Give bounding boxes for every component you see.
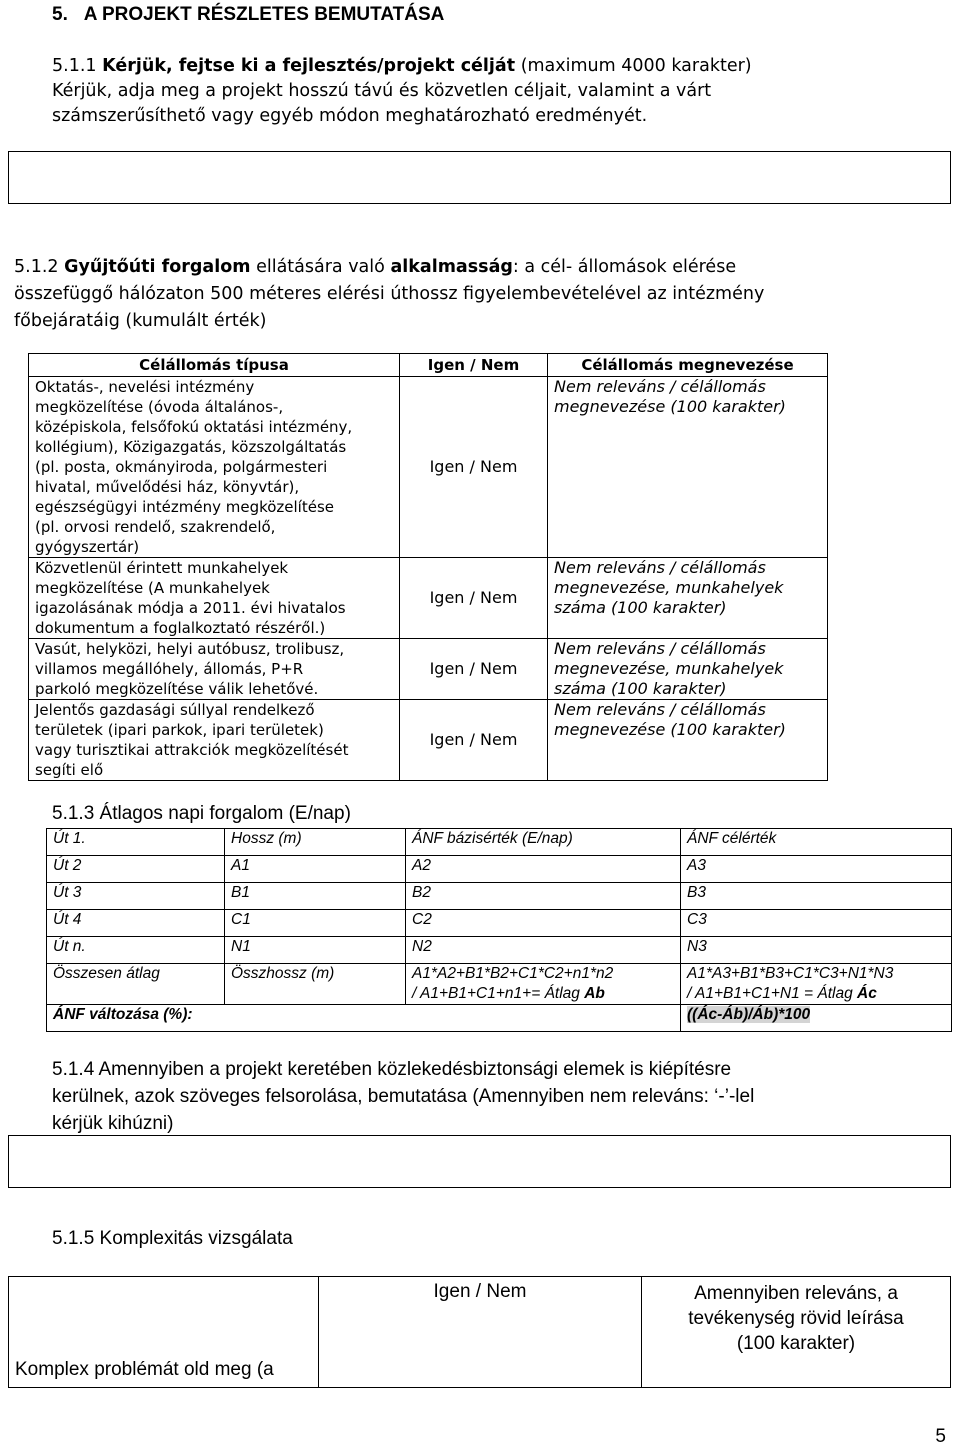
description-line: Amennyiben releváns, a — [694, 1283, 898, 1304]
table-row — [47, 937, 952, 964]
complexity-description[interactable] — [642, 1277, 951, 1388]
complexity-question: Komplex problémát old meg (a — [9, 1277, 319, 1388]
traffic-cell: Hossz (m) — [225, 829, 406, 856]
change-formula: ((Ác-Áb)/Áb)*100 — [687, 1006, 811, 1023]
page-number: 5 — [935, 1426, 946, 1447]
traffic-cell[interactable]: N2 — [406, 937, 681, 964]
type-line: villamos megállóhely, állomás, P+R — [35, 660, 304, 678]
target-average: Ác — [857, 985, 877, 1002]
destination-type-cell — [29, 558, 400, 639]
target-formula-line: A1*A3+B1*B3+C1*C3+N1*N3 — [687, 965, 894, 982]
yes-no-cell[interactable]: Igen / Nem — [400, 639, 548, 700]
name-line: Nem releváns / célállomás — [554, 700, 766, 719]
section-number: 5. — [52, 4, 68, 25]
q511-bold: Kérjük, fejtse ki a fejlesztés/projekt célját — [102, 56, 516, 76]
name-line: megnevezése (100 karakter) — [554, 720, 786, 739]
type-line: (pl. orvosi rendelő, szakrendelő, — [35, 518, 276, 536]
q512-number: 5.1.2 — [14, 257, 59, 277]
section-title: A PROJEKT RÉSZLETES BEMUTATÁSA — [83, 4, 445, 25]
table-row-sum — [47, 964, 952, 1005]
name-line: megnevezése, munkahelyek — [554, 659, 784, 678]
table-row — [29, 558, 828, 639]
destination-type-cell — [29, 377, 400, 558]
table-row — [29, 639, 828, 700]
table-row — [47, 883, 952, 910]
traffic-cell: Út 3 — [47, 883, 225, 910]
name-line: Nem releváns / célállomás — [554, 558, 766, 577]
type-line: Vasút, helyközi, helyi autóbusz, trolibusz, — [35, 640, 345, 658]
section-heading — [52, 4, 444, 26]
destination-type-cell — [29, 639, 400, 700]
destination-table-header — [29, 354, 828, 377]
traffic-cell: Út 1. — [47, 829, 225, 856]
table-row — [47, 829, 952, 856]
sum-length: Összhossz (m) — [225, 964, 406, 1005]
traffic-cell: ÁNF célérték — [681, 829, 952, 856]
type-line: igazolásának módja a 2011. évi hivatalos — [35, 599, 346, 617]
traffic-cell: Út n. — [47, 937, 225, 964]
type-line: Jelentős gazdasági súllyal rendelkező — [35, 701, 315, 719]
traffic-cell: Út 4 — [47, 910, 225, 937]
destination-name-cell[interactable] — [548, 700, 828, 781]
question-5-1-1 — [52, 54, 948, 129]
complexity-heading: 5.1.5 Komplexitás vizsgálata — [52, 1228, 293, 1249]
traffic-heading: 5.1.3 Átlagos napi forgalom (E/nap) — [52, 803, 351, 824]
description-line: tevékenység rövid leírása — [688, 1308, 904, 1329]
q511-rest: (maximum 4000 karakter) — [520, 56, 752, 76]
traffic-cell[interactable]: A2 — [406, 856, 681, 883]
destination-name-cell[interactable] — [548, 377, 828, 558]
q511-number: 5.1.1 — [52, 56, 97, 76]
question-5-1-2 — [14, 254, 934, 335]
sum-label: Összesen átlag — [47, 964, 225, 1005]
q512-bold2: alkalmasság — [390, 257, 513, 277]
traffic-cell[interactable]: C1 — [225, 910, 406, 937]
name-line: megnevezése, munkahelyek — [554, 578, 784, 597]
base-formula-line: / A1+B1+C1+n1+= Átlag — [412, 985, 580, 1002]
base-average: Ab — [584, 985, 605, 1002]
q514-line2: kerülnek, azok szöveges felsorolása, bemutatása (Amennyiben nem releváns: ‘-’-lel — [52, 1086, 755, 1107]
q512-line2: összefüggő hálózaton 500 méteres elérési úthossz figyelembevételével az intézmény — [14, 284, 765, 304]
traffic-cell: ÁNF bázisérték (E/nap) — [406, 829, 681, 856]
answer-box-5-1-1[interactable] — [8, 151, 951, 204]
traffic-cell[interactable]: B2 — [406, 883, 681, 910]
traffic-cell[interactable]: N3 — [681, 937, 952, 964]
change-label-cell — [47, 1005, 681, 1032]
table-row — [29, 377, 828, 558]
traffic-cell[interactable]: A1 — [225, 856, 406, 883]
traffic-table — [46, 828, 952, 1032]
q511-line3: számszerűsíthető vagy egyéb módon meghatározható eredményét. — [52, 106, 648, 126]
target-formula-line: / A1+B1+C1+N1 = Átlag — [687, 985, 853, 1002]
type-line: kollégium), Közigazgatás, közszolgáltatás — [35, 438, 347, 456]
type-line: megközelítése (A munkahelyek — [35, 579, 270, 597]
traffic-cell[interactable]: A3 — [681, 856, 952, 883]
q512-rest: : a cél- állomások elérése — [512, 257, 737, 277]
description-line: (100 karakter) — [736, 1333, 856, 1354]
destination-name-cell[interactable] — [548, 558, 828, 639]
traffic-cell[interactable]: C3 — [681, 910, 952, 937]
yes-no-cell[interactable]: Igen / Nem — [400, 377, 548, 558]
type-line: középiskola, felsőfokú oktatási intézmény, — [35, 418, 353, 436]
type-line: segíti elő — [35, 761, 104, 779]
q512-bold1: Gyűjtőúti forgalom — [64, 257, 251, 277]
type-line: gyógyszertár) — [35, 538, 140, 556]
type-line: megközelítése (óvoda általános-, — [35, 398, 284, 416]
q511-line2: Kérjük, adja meg a projekt hosszú távú és közvetlen céljait, valamint a várt — [52, 81, 712, 101]
name-line: száma (100 karakter) — [554, 679, 727, 698]
destination-table — [28, 353, 828, 781]
type-line: dokumentum a foglalkoztató részéről.) — [35, 619, 326, 637]
table-row — [29, 700, 828, 781]
table-row — [47, 910, 952, 937]
yes-no-cell[interactable]: Igen / Nem — [400, 558, 548, 639]
sum-base-formula — [406, 964, 681, 1005]
q512-mid: ellátására való — [256, 257, 385, 277]
name-line: Nem releváns / célállomás — [554, 377, 766, 396]
type-line: parkoló megközelítése válik lehetővé. — [35, 680, 319, 698]
destination-type-cell — [29, 700, 400, 781]
complexity-table — [8, 1276, 951, 1388]
type-line: Oktatás-, nevelési intézmény — [35, 378, 255, 396]
destination-name-cell[interactable] — [548, 639, 828, 700]
name-line: Nem releváns / célállomás — [554, 639, 766, 658]
type-line: (pl. posta, okmányiroda, polgármesteri — [35, 458, 328, 476]
q514-line1: 5.1.4 Amennyiben a projekt keretében közlekedésbiztonsági elemek is kiépítésre — [52, 1059, 732, 1080]
traffic-cell[interactable]: N1 — [225, 937, 406, 964]
type-line: vagy turisztikai attrakciók megközelítését — [35, 741, 349, 759]
q512-line3: főbejáratáig (kumulált érték) — [14, 311, 267, 331]
q514-line3: kérjük kihúzni) — [52, 1113, 174, 1134]
answer-box-5-1-4[interactable] — [8, 1135, 951, 1188]
name-line: megnevezése (100 karakter) — [554, 397, 786, 416]
type-line: egészségügyi intézmény megközelítése — [35, 498, 335, 516]
traffic-cell[interactable]: B1 — [225, 883, 406, 910]
table-row-change — [47, 1005, 952, 1032]
table-row — [47, 856, 952, 883]
header-yes-no: Igen / Nem — [400, 354, 548, 377]
base-formula-line: A1*A2+B1*B2+C1*C2+n1*n2 — [412, 965, 614, 982]
type-line: hivatal, művelődési ház, könyvtár), — [35, 478, 300, 496]
name-line: száma (100 karakter) — [554, 598, 727, 617]
type-line: Közvetlenül érintett munkahelyek — [35, 559, 289, 577]
question-5-1-4 — [52, 1056, 946, 1137]
table-row — [9, 1277, 951, 1388]
change-formula-cell — [681, 1005, 952, 1032]
complexity-yes-no[interactable]: Igen / Nem — [319, 1277, 642, 1388]
sum-target-formula — [681, 964, 952, 1005]
header-destination-name: Célállomás megnevezése — [548, 354, 828, 377]
type-line: területek (ipari parkok, ipari területek) — [35, 721, 324, 739]
traffic-cell: Út 2 — [47, 856, 225, 883]
traffic-cell[interactable]: B3 — [681, 883, 952, 910]
traffic-cell[interactable]: C2 — [406, 910, 681, 937]
change-label: ÁNF változása (%): — [53, 1006, 193, 1023]
yes-no-cell[interactable]: Igen / Nem — [400, 700, 548, 781]
header-destination-type: Célállomás típusa — [29, 354, 400, 377]
